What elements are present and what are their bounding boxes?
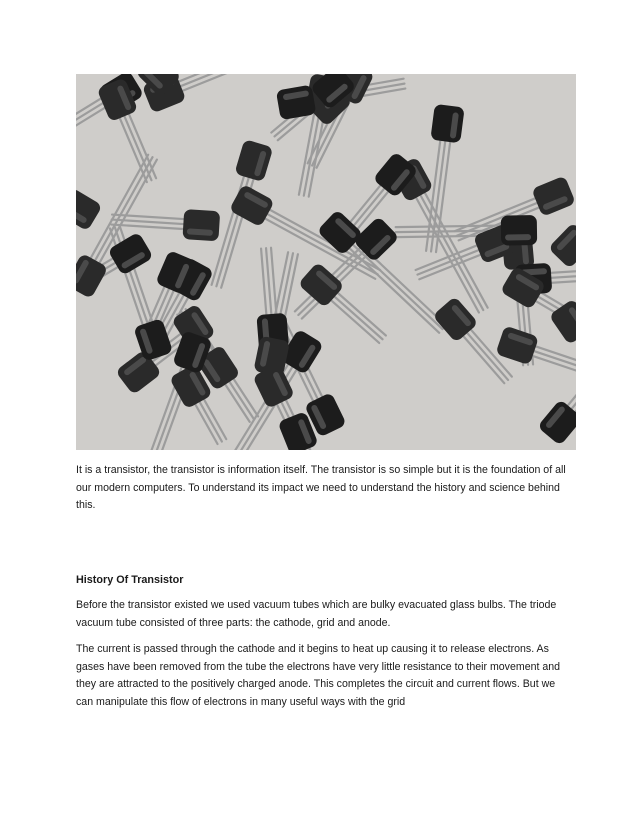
current-flow-paragraph: The current is passed through the cathode and it begins to heat up causing it to release electrons. As gases have been removed from the tube the electrons have very little resistance to their movement and they are attracted to the positively charged anode. This completes the circuit and current flows. But we can manipulate this flow of electrons in many useful ways with the grid [76, 643, 561, 708]
intro-paragraph: It is a transistor, the transistor is information itself. The transistor is so simple but it is the foundation of all our modern computers. To understand its impact we need to understand the history and science behind this. [76, 464, 566, 512]
transistors-photo [76, 74, 576, 450]
vacuum-tube-paragraph: Before the transistor existed we used vacuum tubes which are bulky evacuated glass bulbs. The triode vacuum tube consisted of three parts: the cathode, grid and anode. [76, 599, 557, 629]
transistors-image [76, 74, 576, 450]
section-heading: History Of Transistor [76, 574, 184, 586]
